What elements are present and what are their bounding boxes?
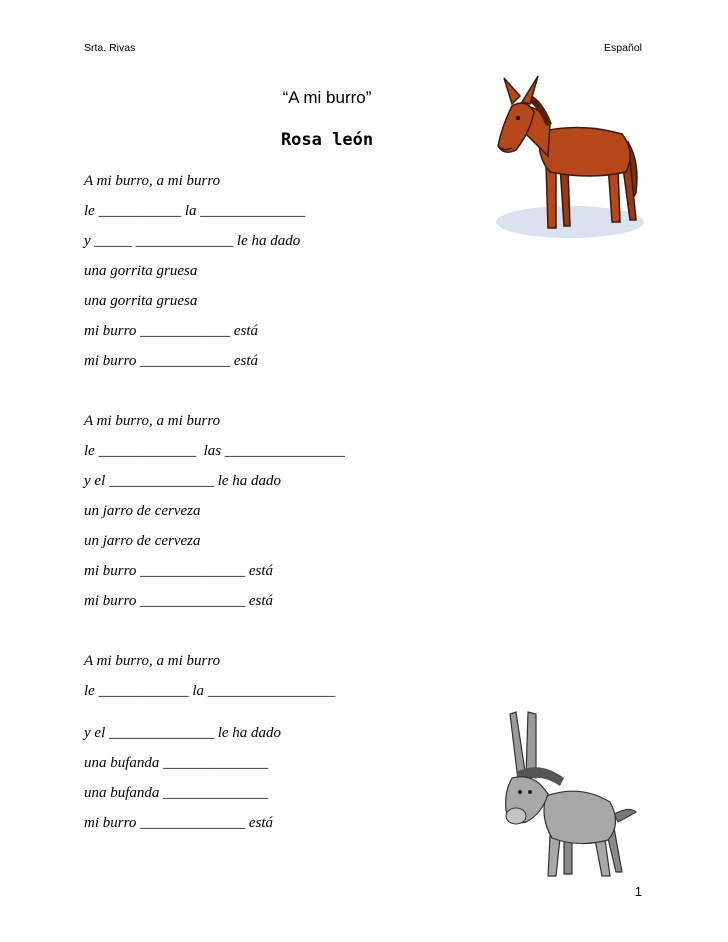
lyric-line: y el ______________ le ha dado xyxy=(84,725,282,741)
song-title: “A mi burro” xyxy=(282,88,372,107)
lyric-line: mi burro ______________ está xyxy=(84,563,274,579)
header-teacher: Srta. Rivas xyxy=(84,42,136,54)
lyric-line: A mi burro, a mi burro xyxy=(84,413,221,429)
header-subject: Español xyxy=(604,42,642,54)
lyric-line: una gorrita gruesa xyxy=(84,263,198,279)
lyric-line: mi burro ______________ está xyxy=(84,815,274,831)
lyric-line: A mi burro, a mi burro xyxy=(84,173,221,189)
lyric-line: le ___________ la ______________ xyxy=(84,203,306,219)
lyric-line: y _____ _____________ le ha dado xyxy=(84,233,301,249)
brown-donkey-illustration xyxy=(490,72,650,242)
lyric-line: mi burro ____________ está xyxy=(84,353,259,369)
lyric-line: y el ______________ le ha dado xyxy=(84,473,282,489)
lyric-line: un jarro de cerveza xyxy=(84,503,201,519)
lyric-line: una bufanda ______________ xyxy=(84,755,269,771)
lyric-line: A mi burro, a mi burro xyxy=(84,653,221,669)
lyric-line: mi burro ____________ está xyxy=(84,323,259,339)
lyric-line: una gorrita gruesa xyxy=(84,293,198,309)
gray-donkey-illustration xyxy=(490,706,640,886)
song-author: Rosa león xyxy=(280,130,374,150)
lyric-line: un jarro de cerveza xyxy=(84,533,201,549)
lyric-line: mi burro ______________ está xyxy=(84,593,274,609)
lyric-line: le ____________ la _________________ xyxy=(84,683,336,699)
page-number: 1 xyxy=(634,884,642,899)
lyric-line: le _____________ las ________________ xyxy=(84,443,345,459)
lyric-line: una bufanda ______________ xyxy=(84,785,269,801)
